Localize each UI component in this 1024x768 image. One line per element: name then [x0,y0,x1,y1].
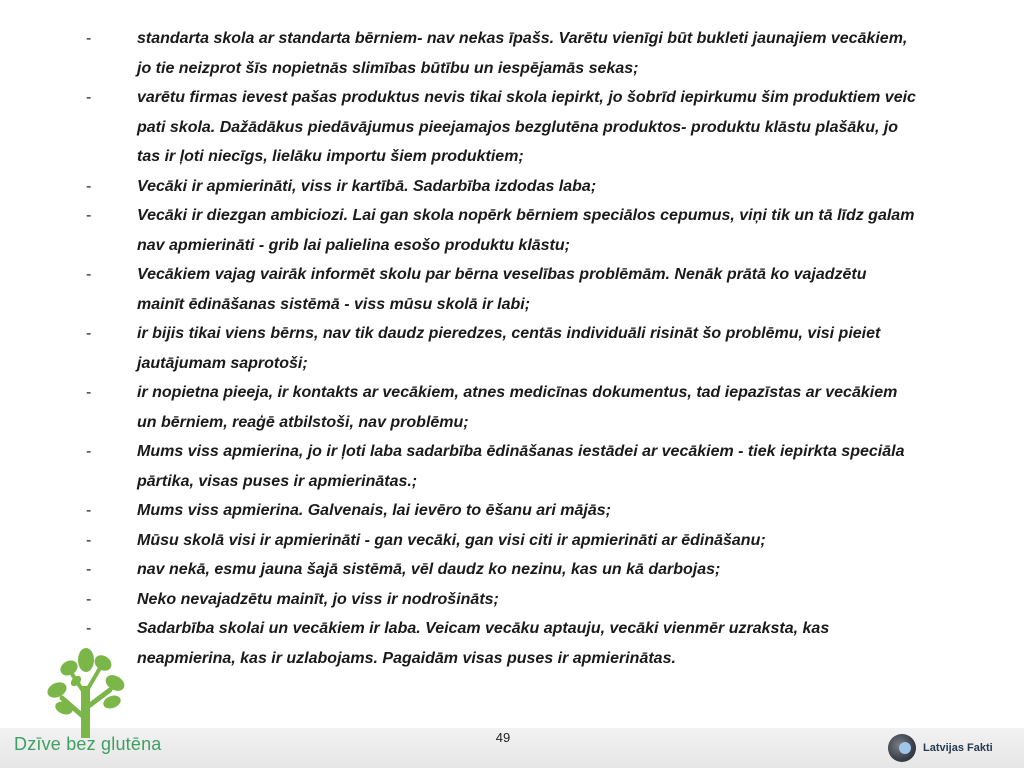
bullet-dash: - [86,590,92,608]
bullet-dash: - [86,177,92,195]
partner-logo-text: Latvijas Fakti [923,742,993,754]
bullet-item [84,83,984,172]
bullet-line: Sadarbība skolai un vecākiem ir laba. Veicam vecāku aptauju, vecāki vienmēr uzraksta, kas [137,620,830,637]
bullet-line: mainīt ēdināšanas sistēmā - viss mūsu skolā ir labi; [137,295,531,313]
bullet-item [84,437,984,496]
tree-icon [44,646,128,738]
bullet-dash: - [86,325,92,342]
bullet-line: tas ir ļoti niecīgs, lielāku importu šiem produktiem; [137,148,524,165]
bullet-line: standarta skola ar standarta bērniem- nav nekas īpašs. Varētu vienīgi būt bukleti jaunajiem vecākiem, [137,30,908,47]
bullet-dash: - [86,30,92,47]
bullet-line: Vecākiem vajag vairāk informēt skolu par bērna veselības problēmām. Nenāk prātā ko vajadzētu [137,266,867,283]
latvijas-fakti-icon [888,734,916,762]
bullet-line: Neko nevajadzētu mainīt, jo viss ir nodrošināts; [137,590,499,608]
bullet-line: varētu firmas ievest pašas produktus nevis tikai skola iepirkt, jo šobrīd iepirkumu šim produktiem veic [137,89,916,106]
bullet-line: neapmierina, kas ir uzlabojams. Pagaidām visas puses ir apmierinātas. [137,649,676,667]
bullet-line: Mūsu skolā visi ir apmierināti - gan vecāki, gan visi citi ir apmierināti ar ēdināšanu; [137,531,766,549]
bullet-dash: - [86,561,92,578]
bullet-dash: - [86,207,92,224]
bullet-line: nav nekā, esmu jauna šajā sistēmā, vēl daudz ko nezinu, kas un kā darbojas; [137,561,721,578]
bullet-item [84,555,984,585]
bullet-dash: - [86,89,92,106]
bullet-line: pati skola. Dažādākus piedāvājumus pieejamajos bezglutēna produktos- produktu klāstu plašāku, jo [137,118,899,136]
bullet-line: ir nopietna pieeja, ir kontakts ar vecākiem, atnes medicīnas dokumentus, tad iepazīstas ar vecākiem [137,384,898,401]
bullet-item [84,378,984,437]
bullet-dash: - [86,384,92,401]
bullet-dash: - [86,266,92,283]
bullet-list [84,24,984,673]
bullet-line: jo tie neizprot šīs nopietnās slimības būtību un iespējamās sekas; [137,59,639,77]
bullet-item [84,496,984,526]
bullet-item [84,585,984,615]
bullet-line: Vecāki ir apmierināti, viss ir kartībā. Sadarbība izdodas laba; [137,177,597,195]
bullet-item [84,614,984,673]
bullet-line: pārtika, visas puses ir apmierinātas.; [137,472,418,490]
bullet-item [84,24,984,83]
bullet-line: Vecāki ir diezgan ambiciozi. Lai gan skola nopērk bērniem speciālos cepumus, viņi tik un tā līdz galam [137,207,915,224]
bullet-item [84,526,984,556]
bullet-line: Mums viss apmierina. Galvenais, lai ievēro to ēšanu ari mājās; [137,502,611,519]
bullet-item [84,319,984,378]
bullet-line: ir bijis tikai viens bērns, nav tik daudz pieredzes, centās individuāli risināt šo problēmu, visi pieiet [137,325,881,342]
page-number: 49 [495,730,511,745]
bullet-item [84,201,984,260]
bullet-line: un bērniem, reaģē atbilstoši, nav problēmu; [137,413,469,431]
bullet-line: jautājumam saprotoši; [137,354,308,372]
bullet-item [84,172,984,202]
bullet-dash: - [86,443,92,460]
bullet-line: Mums viss apmierina, jo ir ļoti laba sadarbība ēdināšanas iestādei ar vecākiem - tiek iepirkta speciāla [137,443,905,460]
brand-name: Dzīve bez glutēna [14,734,162,754]
bullet-dash: - [86,502,92,519]
latvijas-fakti-logo [888,732,1020,764]
bullet-item [84,260,984,319]
bullet-dash: - [86,620,92,637]
bullet-dash: - [86,531,92,549]
bullet-line: nav apmierināti - grib lai palielina esošo produktu klāstu; [137,236,570,254]
